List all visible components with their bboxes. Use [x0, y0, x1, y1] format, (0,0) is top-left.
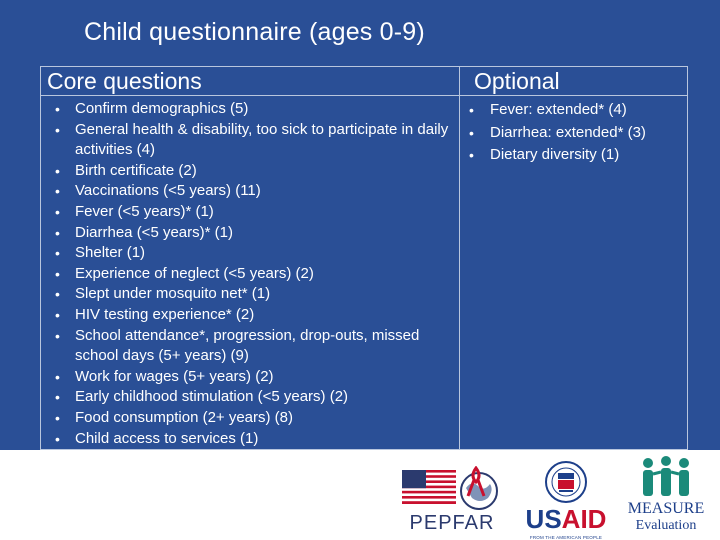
list-item: • Slept under mosquito net* (1) — [41, 284, 459, 305]
slide-title: Child questionnaire (ages 0-9) — [84, 18, 425, 46]
list-item: • Experience of neglect (<5 years) (2) — [41, 264, 459, 285]
list-item: • School attendance*, progression, drop-outs, missed school days (5+ years) (9) — [41, 326, 459, 367]
usaid-wordmark — [520, 504, 612, 535]
evaluation-wordmark: Evaluation — [635, 518, 697, 533]
globe-ribbon-icon — [456, 466, 502, 512]
usaid-tagline: FROM THE AMERICAN PEOPLE — [529, 535, 603, 540]
list-item: • Food consumption (2+ years) (8) — [41, 408, 459, 429]
list-item: • Birth certificate (2) — [41, 161, 459, 182]
list-item: • Diarrhea: extended* (3) — [460, 122, 687, 145]
pepfar-wordmark: PEPFAR — [409, 512, 495, 534]
optional-questions-list — [460, 96, 687, 167]
list-item: • Early childhood stimulation (<5 years) (2) — [41, 387, 459, 408]
list-item: • Dietary diversity (1) — [460, 144, 687, 167]
measure-wordmark: MEASURE — [627, 500, 705, 517]
list-item: • Fever: extended* (4) — [460, 99, 687, 122]
optional-header: Optional — [460, 67, 687, 96]
usaid-logo — [520, 460, 612, 540]
list-item: • Child access to services (1) — [41, 429, 459, 450]
usaid-seal-icon — [544, 460, 588, 504]
logo-bar — [0, 450, 720, 540]
measure-evaluation-logo — [626, 456, 706, 540]
optional-questions-column — [460, 67, 687, 449]
core-questions-list — [41, 96, 459, 449]
core-questions-column — [41, 67, 460, 449]
usaid-aid-text: AID — [561, 504, 607, 534]
people-figures-icon — [638, 456, 694, 498]
list-item: • Work for wages (5+ years) (2) — [41, 367, 459, 388]
questions-table — [40, 66, 688, 450]
us-flag-icon — [402, 470, 456, 504]
pepfar-logo — [398, 466, 506, 538]
list-item: • Diarrhea (<5 years)* (1) — [41, 223, 459, 244]
list-item: • Fever (<5 years)* (1) — [41, 202, 459, 223]
list-item: • Confirm demographics (5) — [41, 99, 459, 120]
list-item: • General health & disability, too sick to participate in daily activities (4) — [41, 120, 459, 161]
core-questions-header: Core questions — [41, 67, 459, 96]
usaid-us-text: US — [525, 504, 562, 534]
list-item: • Vaccinations (<5 years) (11) — [41, 181, 459, 202]
list-item: • Shelter (1) — [41, 243, 459, 264]
list-item: • HIV testing experience* (2) — [41, 305, 459, 326]
